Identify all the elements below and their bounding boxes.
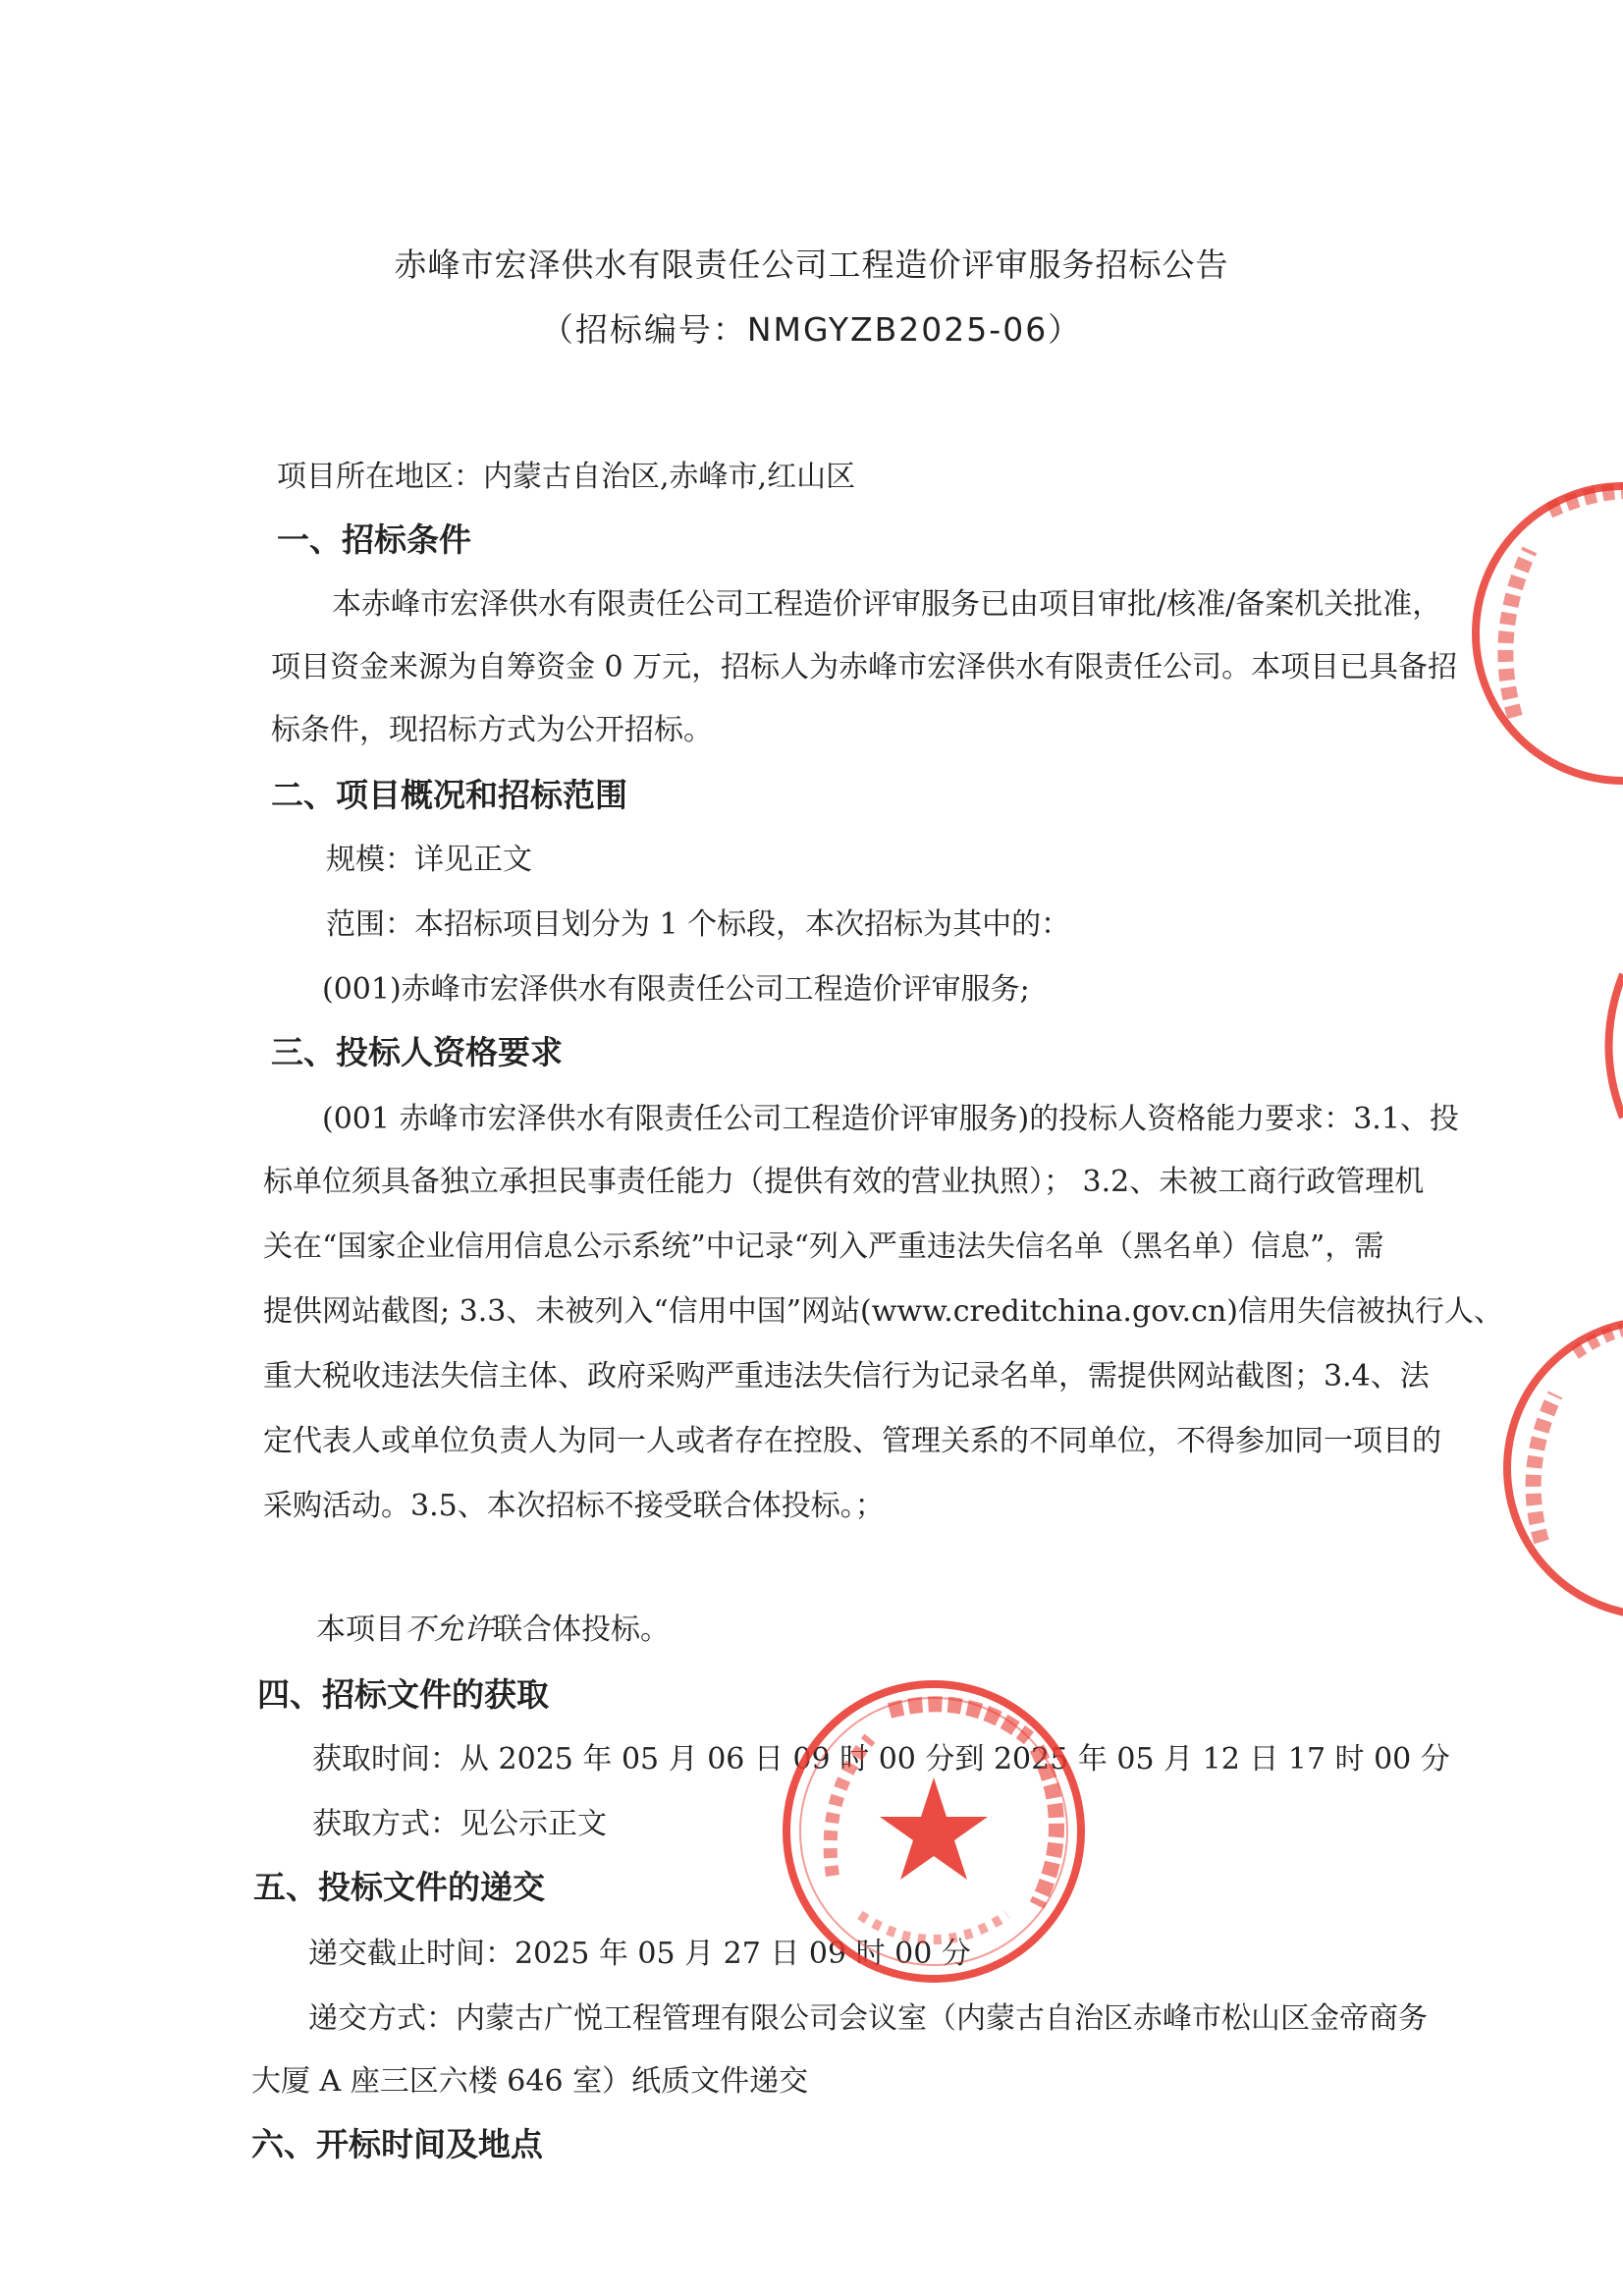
section-4-heading: 四、招标文件的获取 — [257, 1675, 549, 1714]
scale-line: 规模：详见正文 — [326, 843, 532, 877]
acquire-time: 获取时间：从 2025 年 05 月 06 日 09 时 00 分到 2025 年 05 月 12 日 17 时 00 分 — [312, 1742, 1450, 1777]
submit-method: 大厦 A 座三区六楼 646 室）纸质文件递交 — [251, 2064, 809, 2099]
section-2-heading: 二、项目概况和招标范围 — [271, 776, 627, 814]
section-1-heading: 一、招标条件 — [277, 520, 471, 559]
project-location: 项目所在地区：内蒙古自治区,赤峰市,红山区 — [277, 460, 856, 494]
submit-method: 递交方式：内蒙古广悦工程管理有限公司会议室（内蒙古自治区赤峰市松山区金帝商务 — [308, 2001, 1428, 2036]
section-3-line: 标单位须具备独立承担民事责任能力（提供有效的营业执照）； 3.2、未被工商行政管理机 — [263, 1165, 1425, 1199]
acquire-method: 获取方式：见公示正文 — [312, 1807, 607, 1841]
section-1-line: 本赤峰市宏泽供水有限责任公司工程造价评审服务已由项目审批/核准/备案机关批准， — [332, 587, 1442, 622]
section-3-line: 定代表人或单位负责人为同一人或者存在控股、管理关系的不同单位，不得参加同一项目的 — [263, 1424, 1441, 1458]
section-1-line: 项目资金来源为自筹资金 0 万元，招标人为赤峰市宏泽供水有限责任公司。本项目已具备招 — [271, 650, 1458, 684]
section-6-heading: 六、开标时间及地点 — [251, 2125, 543, 2163]
scope-line: 范围：本招标项目划分为 1 个标段，本次招标为其中的： — [326, 907, 1071, 942]
section-3-heading: 三、投标人资格要求 — [271, 1033, 563, 1071]
section-5-heading: 五、投标文件的递交 — [253, 1868, 545, 1906]
submit-deadline: 递交截止时间：2025 年 05 月 27 日 09 时 00 分 — [308, 1937, 971, 1971]
company-seal-icon — [772, 1669, 1096, 1994]
lot-line: (001)赤峰市宏泽供水有限责任公司工程造价评审服务; — [322, 972, 1030, 1007]
page-title: 赤峰市宏泽供水有限责任公司工程造价评审服务招标公告 — [394, 246, 1229, 284]
consortium-suffix: 联合体投标。 — [493, 1613, 670, 1647]
section-1-line: 标条件，现招标方式为公开招标。 — [271, 713, 713, 747]
section-3-line: (001 赤峰市宏泽供水有限责任公司工程造价评审服务)的投标人资格能力要求：3.1、投 — [322, 1102, 1459, 1136]
section-3-line: 提供网站截图; 3.3、未被列入“信用中国”网站(www.creditchina.gov.cn)信用失信被执行人、 — [263, 1294, 1503, 1329]
edge-seal-top-icon — [1461, 471, 1623, 795]
section-3-line: 关在“国家企业信用信息公示系统”中记录“列入严重违法失信名单（黑名单）信息”，需 — [263, 1230, 1384, 1264]
consortium-note — [316, 1611, 670, 1650]
section-3-line: 采购活动。3.5、本次招标不接受联合体投标。； — [263, 1489, 885, 1523]
edge-seal-middle-icon — [1591, 972, 1623, 1120]
consortium-prefix: 本项目 — [316, 1613, 405, 1647]
consortium-italic: 不允许 — [405, 1613, 493, 1647]
section-3-line: 重大税收违法失信主体、政府采购严重违法失信行为记录名单，需提供网站截图；3.4、法 — [263, 1359, 1430, 1394]
edge-seal-lower-icon — [1492, 1306, 1623, 1630]
bid-number: （招标编号：NMGYZB2025-06） — [540, 310, 1083, 349]
